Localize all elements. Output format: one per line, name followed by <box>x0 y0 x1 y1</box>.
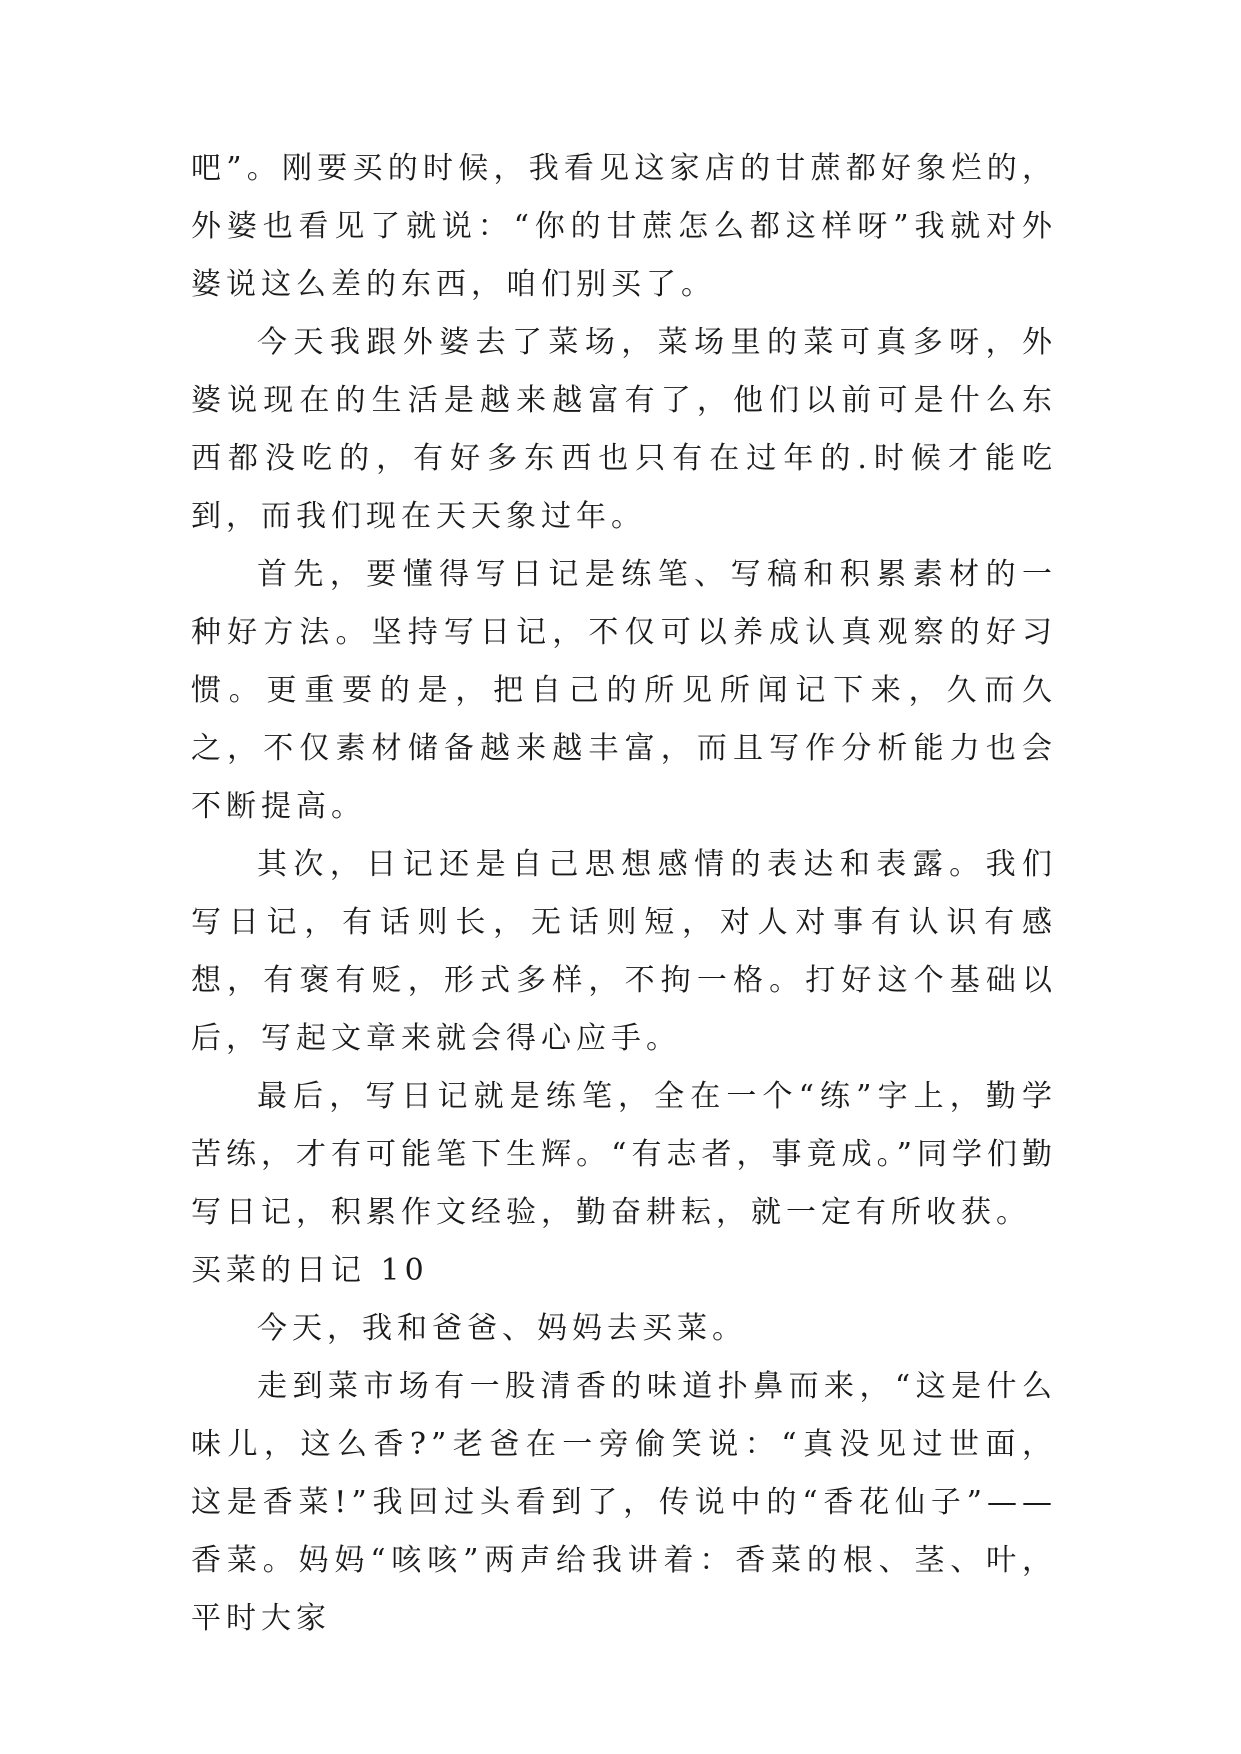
paragraph-5: 最后，写日记就是练笔，全在一个“练”字上，勤学苦练，才有可能笔下生辉。“有志者，事竟成。”同学们勤写日记，积累作文经验，勤奋耕耘，就一定有所收获。 <box>191 1079 1057 1230</box>
section-paragraph-2: 走到菜市场有一股清香的味道扑鼻而来，“这是什么味儿，这么香?”老爸在一旁偷笑说：“真没见过世面，这是香菜!”我回过头看到了，传说中的“香花仙子”——香菜。妈妈“咳咳”两声给我讲着：香菜的根、茎、叶，平时大家 <box>191 1369 1057 1636</box>
paragraph-1: 吧”。刚要买的时候，我看见这家店的甘蔗都好象烂的，外婆也看见了就说：“你的甘蔗怎么都这样呀”我就对外婆说这么差的东西，咱们别买了。 <box>191 151 1057 302</box>
section-paragraph-1: 今天，我和爸爸、妈妈去买菜。 <box>257 1311 747 1346</box>
paragraph-4: 其次，日记还是自己思想感情的表达和表露。我们写日记，有话则长，无话则短，对人对事有认识有感想，有褒有贬，形式多样，不拘一格。打好这个基础以后，写起文章来就会得心应手。 <box>191 847 1057 1056</box>
document-body <box>191 140 1057 1648</box>
paragraph-3: 首先，要懂得写日记是练笔、写稿和积累素材的一种好方法。坚持写日记，不仅可以养成认真观察的好习惯。更重要的是，把自己的所见所闻记下来，久而久之，不仅素材储备越来越丰富，而且写作分析能力也会不断提高。 <box>191 557 1057 824</box>
paragraph-2: 今天我跟外婆去了菜场，菜场里的菜可真多呀，外婆说现在的生活是越来越富有了，他们以前可是什么东西都没吃的，有好多东西也只有在过年的.时候才能吃到，而我们现在天天象过年。 <box>191 325 1057 534</box>
section-title: 买菜的日记 10 <box>191 1253 429 1288</box>
